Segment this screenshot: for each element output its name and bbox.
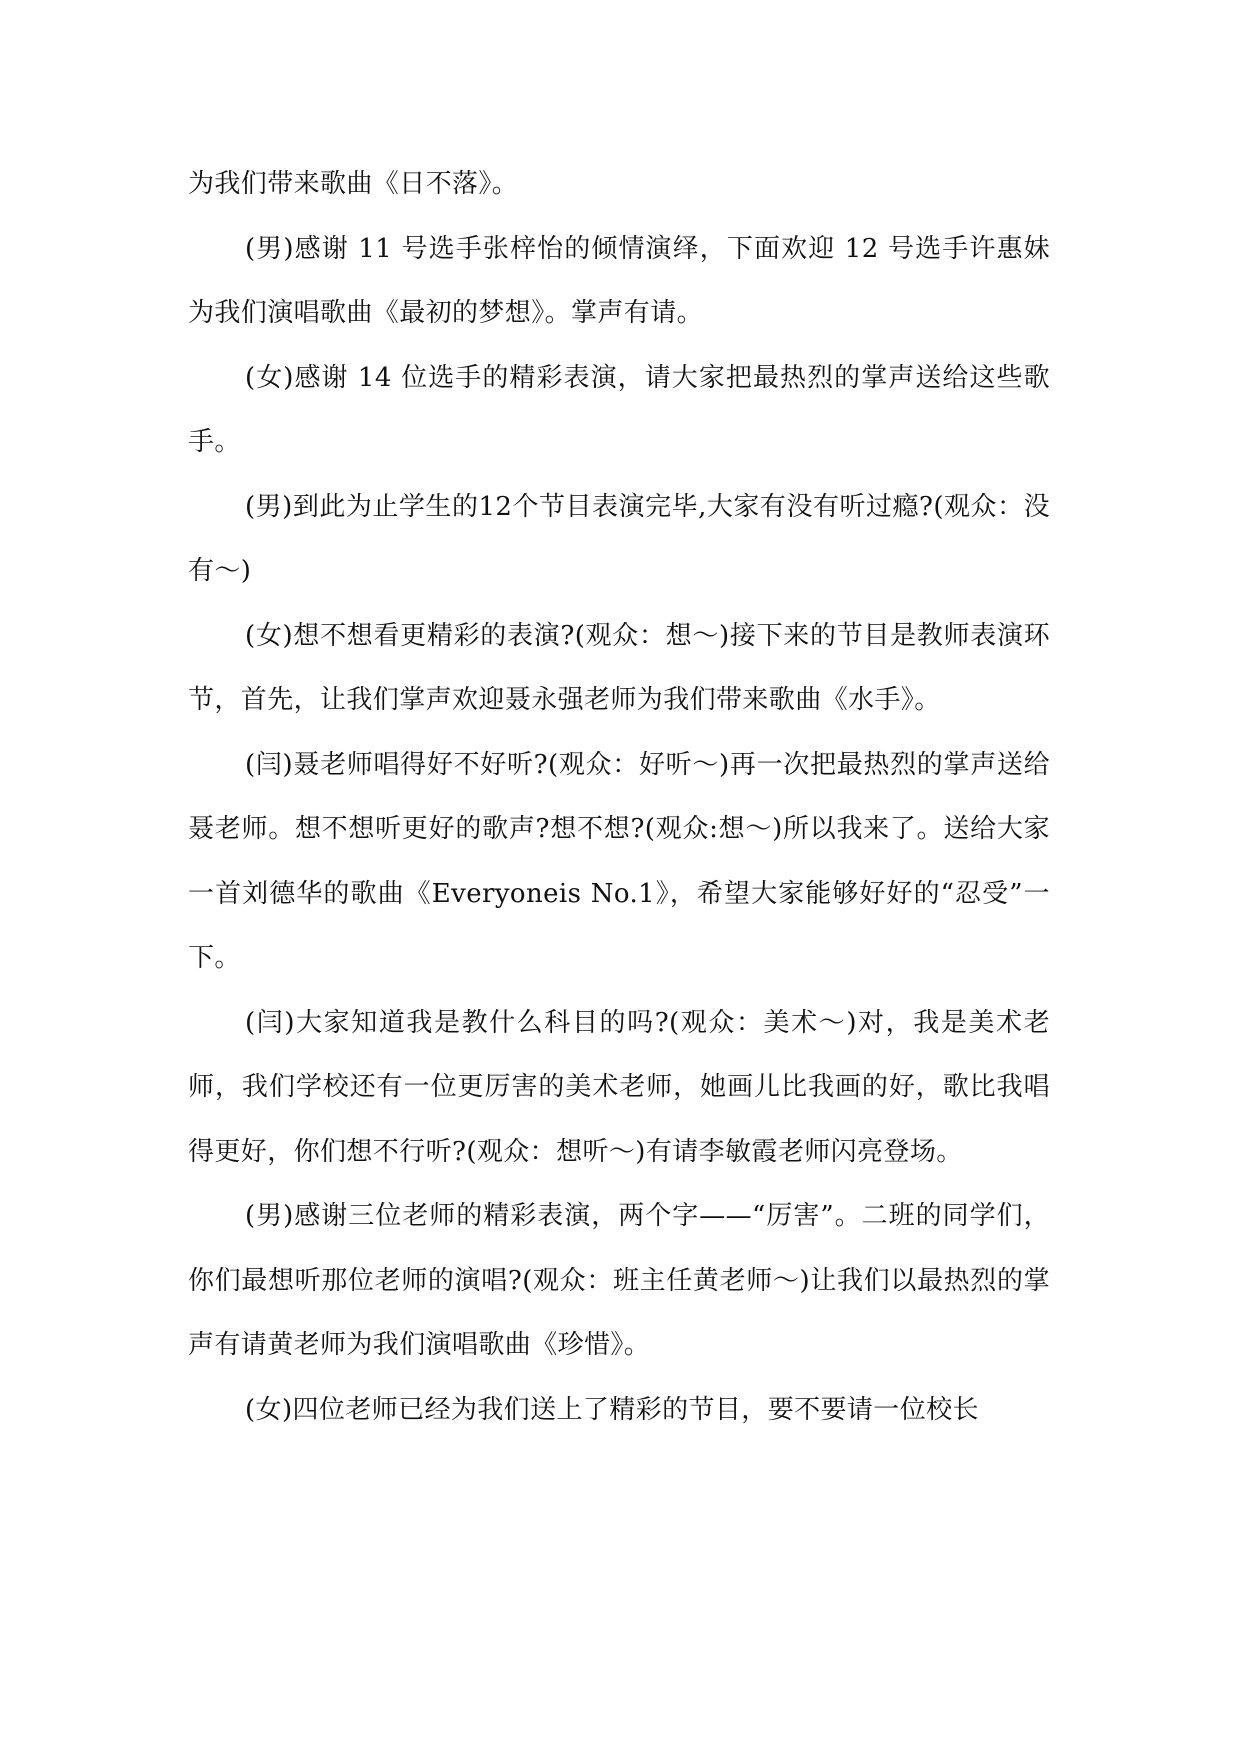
document-body [188,152,1050,1442]
paragraph-5: (女)想不想看更精彩的表演?(观众：想～)接下来的节目是教师表演环节，首先，让我们掌声欢迎聂永强老师为我们带来歌曲《水手》。 [188,620,1050,715]
paragraph-2: (男)感谢 11 号选手张梓怡的倾情演绎，下面欢迎 12 号选手许惠妹为我们演唱歌曲《最初的梦想》。掌声有请。 [188,233,1050,328]
paragraph-4: (男)到此为止学生的12个节目表演完毕,大家有没有听过瘾?(观众：没有～) [188,491,1050,586]
paragraph-3: (女)感谢 14 位选手的精彩表演，请大家把最热烈的掌声送给这些歌手。 [188,362,1050,457]
paragraph-1: 为我们带来歌曲《日不落》。 [188,169,519,199]
paragraph-8: (男)感谢三位老师的精彩表演，两个字——“厉害”。二班的同学们，你们最想听那位老师的演唱?(观众：班主任黄老师～)让我们以最热烈的掌声有请黄老师为我们演唱歌曲《珍惜》。 [188,1201,1050,1360]
paragraph-9: (女)四位老师已经为我们送上了精彩的节目，要不要请一位校长 [245,1394,979,1425]
paragraph-7: (闫)大家知道我是教什么科目的吗?(观众：美术～)对，我是美术老师，我们学校还有一位更厉害的美术老师，她画儿比我画的好，歌比我唱得更好，你们想不行听?(观众：想听～)有请李敏霞老师闪亮登场。 [188,1007,1050,1167]
paragraph-6: (闫)聂老师唱得好不好听?(观众：好听～)再一次把最热烈的掌声送给聂老师。想不想听更好的歌声?想不想?(观众:想～)所以我来了。送给大家一首刘德华的歌曲《Everyoneis No.1》，希望大家能够好好的“忍受”一下。 [188,749,1050,973]
